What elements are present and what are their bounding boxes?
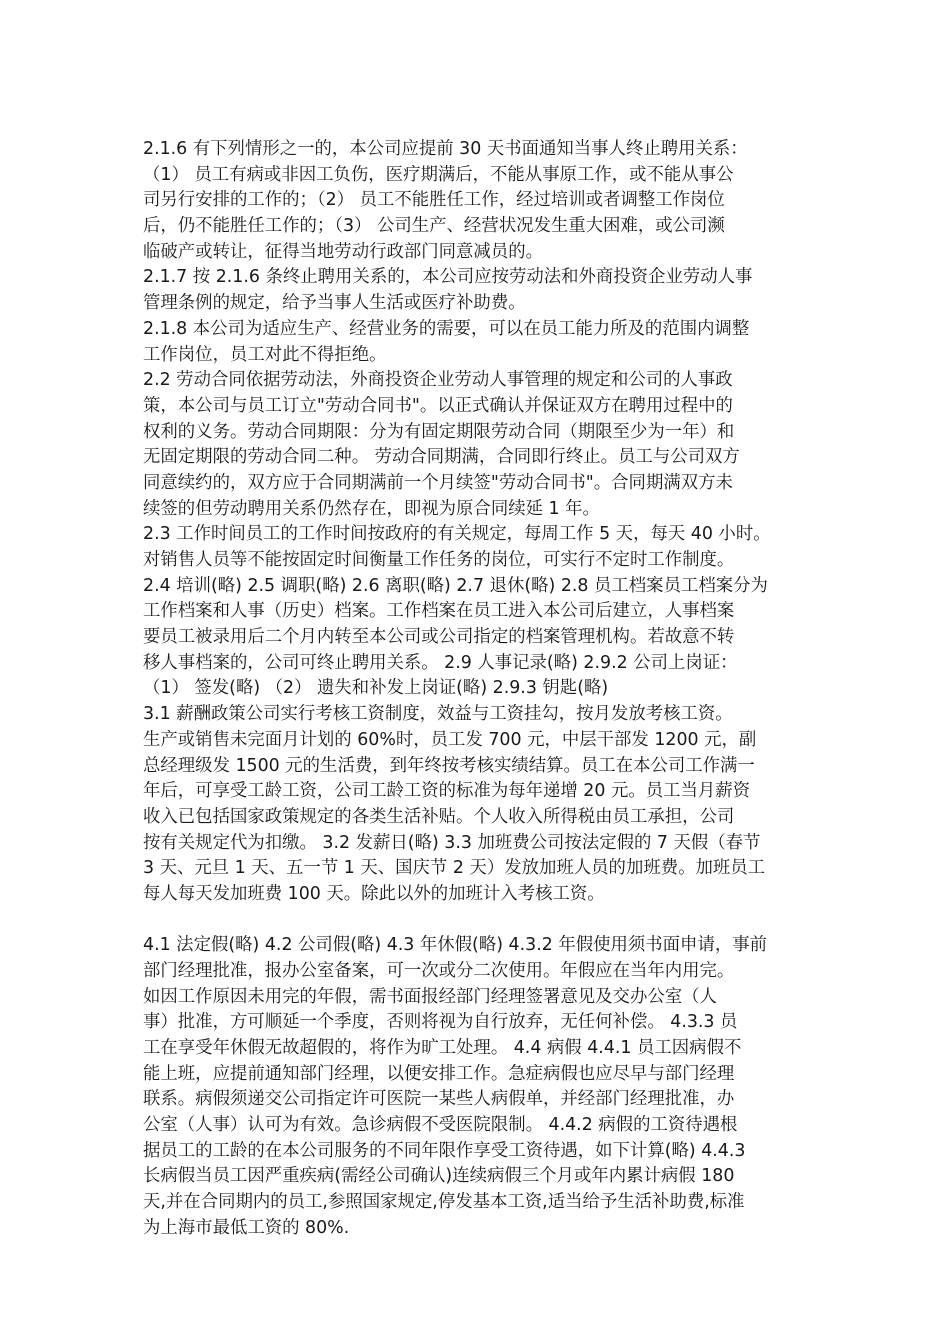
text-line: 部门经理批准，报办公室备案，可一次或分二次使用。年假应在当年内用完。: [143, 960, 735, 981]
text-line: 移人事档案的，公司可终止聘用关系。 2.9 人事记录(略) 2.9.2 公司上岗证：: [143, 652, 738, 673]
text-line: 工在享受年休假无故超假的，将作为旷工处理。 4.4 病假 4.4.1 员工因病假不: [143, 1037, 742, 1058]
text-line: 事）批准，方可顺延一个季度，否则将视为自行放弃，无任何补偿。 4.3.3 员: [143, 1012, 738, 1033]
text-line: 对销售人员等不能按固定时间衡量工作任务的岗位，可实行不定时工作制度。: [143, 550, 735, 570]
text-line: 临破产或转让，征得当地劳动行政部门同意减员的。: [143, 241, 543, 262]
text-line: 要员工被录用后二个月内转至本公司或公司指定的档案管理机构。若故意不转: [143, 627, 735, 648]
text-line: 能上班，应提前通知部门经理，以便安排工作。急症病假也应尽早与部门经理: [143, 1063, 735, 1084]
text-line: 联系。病假须递交公司指定许可医院一某些人病假单，并经部门经理批准，办: [143, 1089, 735, 1110]
text-line: 长病假当员工因严重疾病(需经公司确认)连续病假三个月或年内累计病假 180: [143, 1166, 735, 1187]
text-line: 2.2 劳动合同依据劳动法，外商投资企业劳动人事管理的规定和公司的人事政: [143, 370, 733, 391]
text-line: 工作档案和人事（历史）档案。工作档案在员工进入本公司后建立，人事档案: [143, 601, 735, 622]
text-line: （1） 员工有病或非因工负伤，医疗期满后，不能从事原工作，或不能从事公: [143, 164, 734, 185]
text-line: 3 天、元旦 1 天、五一节 1 天、国庆节 2 天）发放加班人员的加班费。加班员工: [143, 858, 766, 879]
text-line: 2.4 培训(略) 2.5 调职(略) 2.6 离职(略) 2.7 退休(略) 2.8 员工档案员工档案分为: [143, 575, 768, 596]
text-line: 2.1.8 本公司为适应生产、经营业务的需要，可以在员工能力所及的范围内调整: [143, 318, 750, 339]
text-line: 管理条例的规定，给予当事人生活或医疗补助费。: [143, 293, 526, 314]
section-leave: [143, 933, 813, 1241]
text-line: 天,并在合同期内的员工,参照国家规定,停发基本工资,适当给予生活补助费,标准: [143, 1192, 745, 1212]
text-line: 每人每天发加班费 100 天。除此以外的加班计入考核工资。: [143, 883, 605, 904]
text-line: 同意续约的，双方应于合同期满前一个月续签"劳动合同书"。合同期满双方未: [143, 472, 733, 493]
text-line: 年后，可享受工龄工资，公司工龄工资的标准为每年递增 20 元。员工当月薪资: [143, 781, 751, 802]
text-line: 据员工的工龄的在本公司服务的不同年限作享受工资待遇，如下计算(略) 4.4.3: [143, 1140, 746, 1161]
text-line: 后，仍不能胜任工作的；（3） 公司生产、经营状况发生重大困难，或公司濒: [143, 216, 725, 237]
text-line: 权利的义务。劳动合同期限：分为有固定期限劳动合同（期限至少为一年）和: [143, 421, 735, 442]
text-line: 收入已包括国家政策规定的各类生活补贴。个人收入所得税由员工承担，公司: [143, 806, 735, 827]
text-line: 2.3 工作时间员工的工作时间按政府的有关规定，每周工作 5 天，每天 40 小时。: [143, 524, 771, 545]
text-line: 工作岗位，员工对此不得拒绝。: [143, 344, 387, 365]
text-line: 策，本公司与员工订立"劳动合同书"。以正式确认并保证双方在聘用过程中的: [143, 395, 733, 416]
text-line: （1） 签发(略) （2） 遗失和补发上岗证(略) 2.9.3 钥匙(略): [143, 678, 609, 699]
text-line: 3.1 薪酬政策公司实行考核工资制度，效益与工资挂勾，按月发放考核工资。: [143, 704, 733, 725]
text-line: 公室（人事）认可为有效。急诊病假不受医院限制。 4.4.2 病假的工资待遇根: [143, 1114, 738, 1135]
text-line: 无固定期限的劳动合同二种。 劳动合同期满，合同即行终止。员工与公司双方: [143, 447, 740, 468]
text-line: 2.1.6 有下列情形之一的，本公司应提前 30 天书面通知当事人终止聘用关系：: [143, 139, 748, 159]
text-line: 总经理级发 1500 元的生活费，到年终按考核实绩结算。员工在本公司工作满一: [143, 755, 755, 776]
text-line: 如因工作原因未用完的年假，需书面报经部门经理签署意见及交办公室（人: [143, 986, 717, 1007]
text-line: 生产或销售未完面月计划的 60%时，员工发 700 元，中层干部发 1200 元，副: [143, 729, 757, 750]
text-line: 2.1.7 按 2.1.6 条终止聘用关系的，本公司应按劳动法和外商投资企业劳动人事: [143, 267, 753, 288]
section-employment-and-pay: [143, 137, 813, 908]
text-line: 续签的但劳动聘用关系仍然存在，即视为原合同续延 1 年。: [143, 498, 600, 519]
text-line: 4.1 法定假(略) 4.2 公司假(略) 4.3 年休假(略) 4.3.2 年假使用须书面申请，事前: [143, 935, 768, 956]
text-line: 为上海市最低工资的 80%.: [143, 1217, 350, 1238]
document-body: [143, 137, 813, 1241]
text-line: 司另行安排的工作的；（2） 员工不能胜任工作，经过培训或者调整工作岗位: [143, 190, 725, 211]
text-line: 按有关规定代为扣缴。 3.2 发薪日(略) 3.3 加班费公司按法定假的 7 天假（春节: [143, 832, 761, 853]
